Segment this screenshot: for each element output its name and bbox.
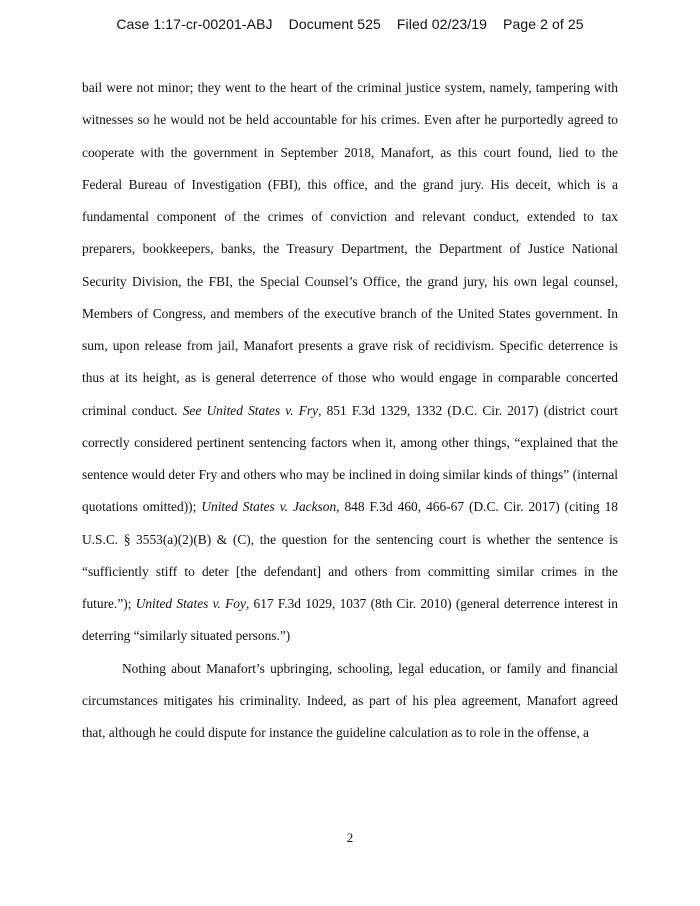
text-line: Members of Congress, and members of the executive branch of the United States government. In xyxy=(82,305,618,321)
text-line: preparers, bookkeepers, banks, the Treasury Department, the Department of Justice National xyxy=(82,241,618,257)
text-line: deterring “similarly situated persons.”) xyxy=(82,628,291,644)
line-text: criminal conduct. xyxy=(82,402,183,418)
page-number: 2 xyxy=(346,830,354,845)
line-text: , 848 F.3d 460, 466-67 (D.C. Cir. 2017) (citing 18 xyxy=(336,499,619,515)
document-number: Document 525 xyxy=(288,16,381,32)
text-line xyxy=(82,496,618,528)
text-line: circumstances mitigates his criminality. Indeed, as part of his plea agreement, Manafort agreed xyxy=(82,692,618,708)
text-line: that, although he could dispute for instance the guideline calculation as to role in the offense, a xyxy=(82,725,589,740)
case-number: Case 1:17-cr-00201-ABJ xyxy=(116,16,273,32)
page-of-pages: Page 2 of 25 xyxy=(503,16,584,32)
text-line: witnesses so he would not be held accountable for his crimes. Even after he purportedly agreed to xyxy=(82,112,618,128)
case-header xyxy=(0,16,700,32)
text-line xyxy=(82,593,618,625)
line-text: future.”); xyxy=(82,596,136,611)
line-text: quotations omitted)); xyxy=(82,499,202,515)
text-line: sentence would deter Fry and others who may be inclined in doing similar kinds of things” (internal xyxy=(82,467,618,482)
text-line: sum, upon release from jail, Manafort presents a grave risk of recidivism. Specific deterrence is xyxy=(82,338,618,353)
text-line: Federal Bureau of Investigation (FBI), this office, and the grand jury. His deceit, which is a xyxy=(82,176,618,192)
text-line: Security Division, the FBI, the Special Counsel’s Office, the grand jury, his own legal counsel, xyxy=(82,273,618,289)
line-text: , 851 F.3d 1329, 1332 (D.C. Cir. 2017) (district court xyxy=(318,402,618,418)
line-text: , 617 F.3d 1029, 1037 (8th Cir. 2010) (general deterrence interest in xyxy=(245,596,618,611)
text-line: Nothing about Manafort’s upbringing, schooling, legal education, or family and financial xyxy=(122,660,618,676)
text-line xyxy=(82,400,618,432)
text-line: fundamental component of the crimes of conviction and relevant conduct, extended to tax xyxy=(82,209,618,224)
case-citation: United States v. Jackson xyxy=(201,499,337,515)
case-citation: United States v. Foy xyxy=(135,596,246,611)
text-line: correctly considered pertinent sentencing factors when it, among other things, “explained that the xyxy=(82,434,618,450)
text-line: thus at its height, as is general deterrence of those who would engage in comparable concerted xyxy=(82,370,618,386)
text-line: “sufficiently stiff to deter [the defendant] and others from committing similar crimes in the xyxy=(82,563,618,579)
body-text xyxy=(82,77,618,754)
text-line: bail were not minor; they went to the heart of the criminal justice system, namely, tampering with xyxy=(82,80,618,95)
text-line: U.S.C. § 3553(a)(2)(B) & (C), the question for the sentencing court is whether the sentence is xyxy=(82,531,618,547)
case-citation: See United States v. Fry xyxy=(182,402,319,418)
text-line: cooperate with the government in September 2018, Manafort, as this court found, lied to the xyxy=(82,144,618,160)
filed-date: Filed 02/23/19 xyxy=(396,16,488,32)
